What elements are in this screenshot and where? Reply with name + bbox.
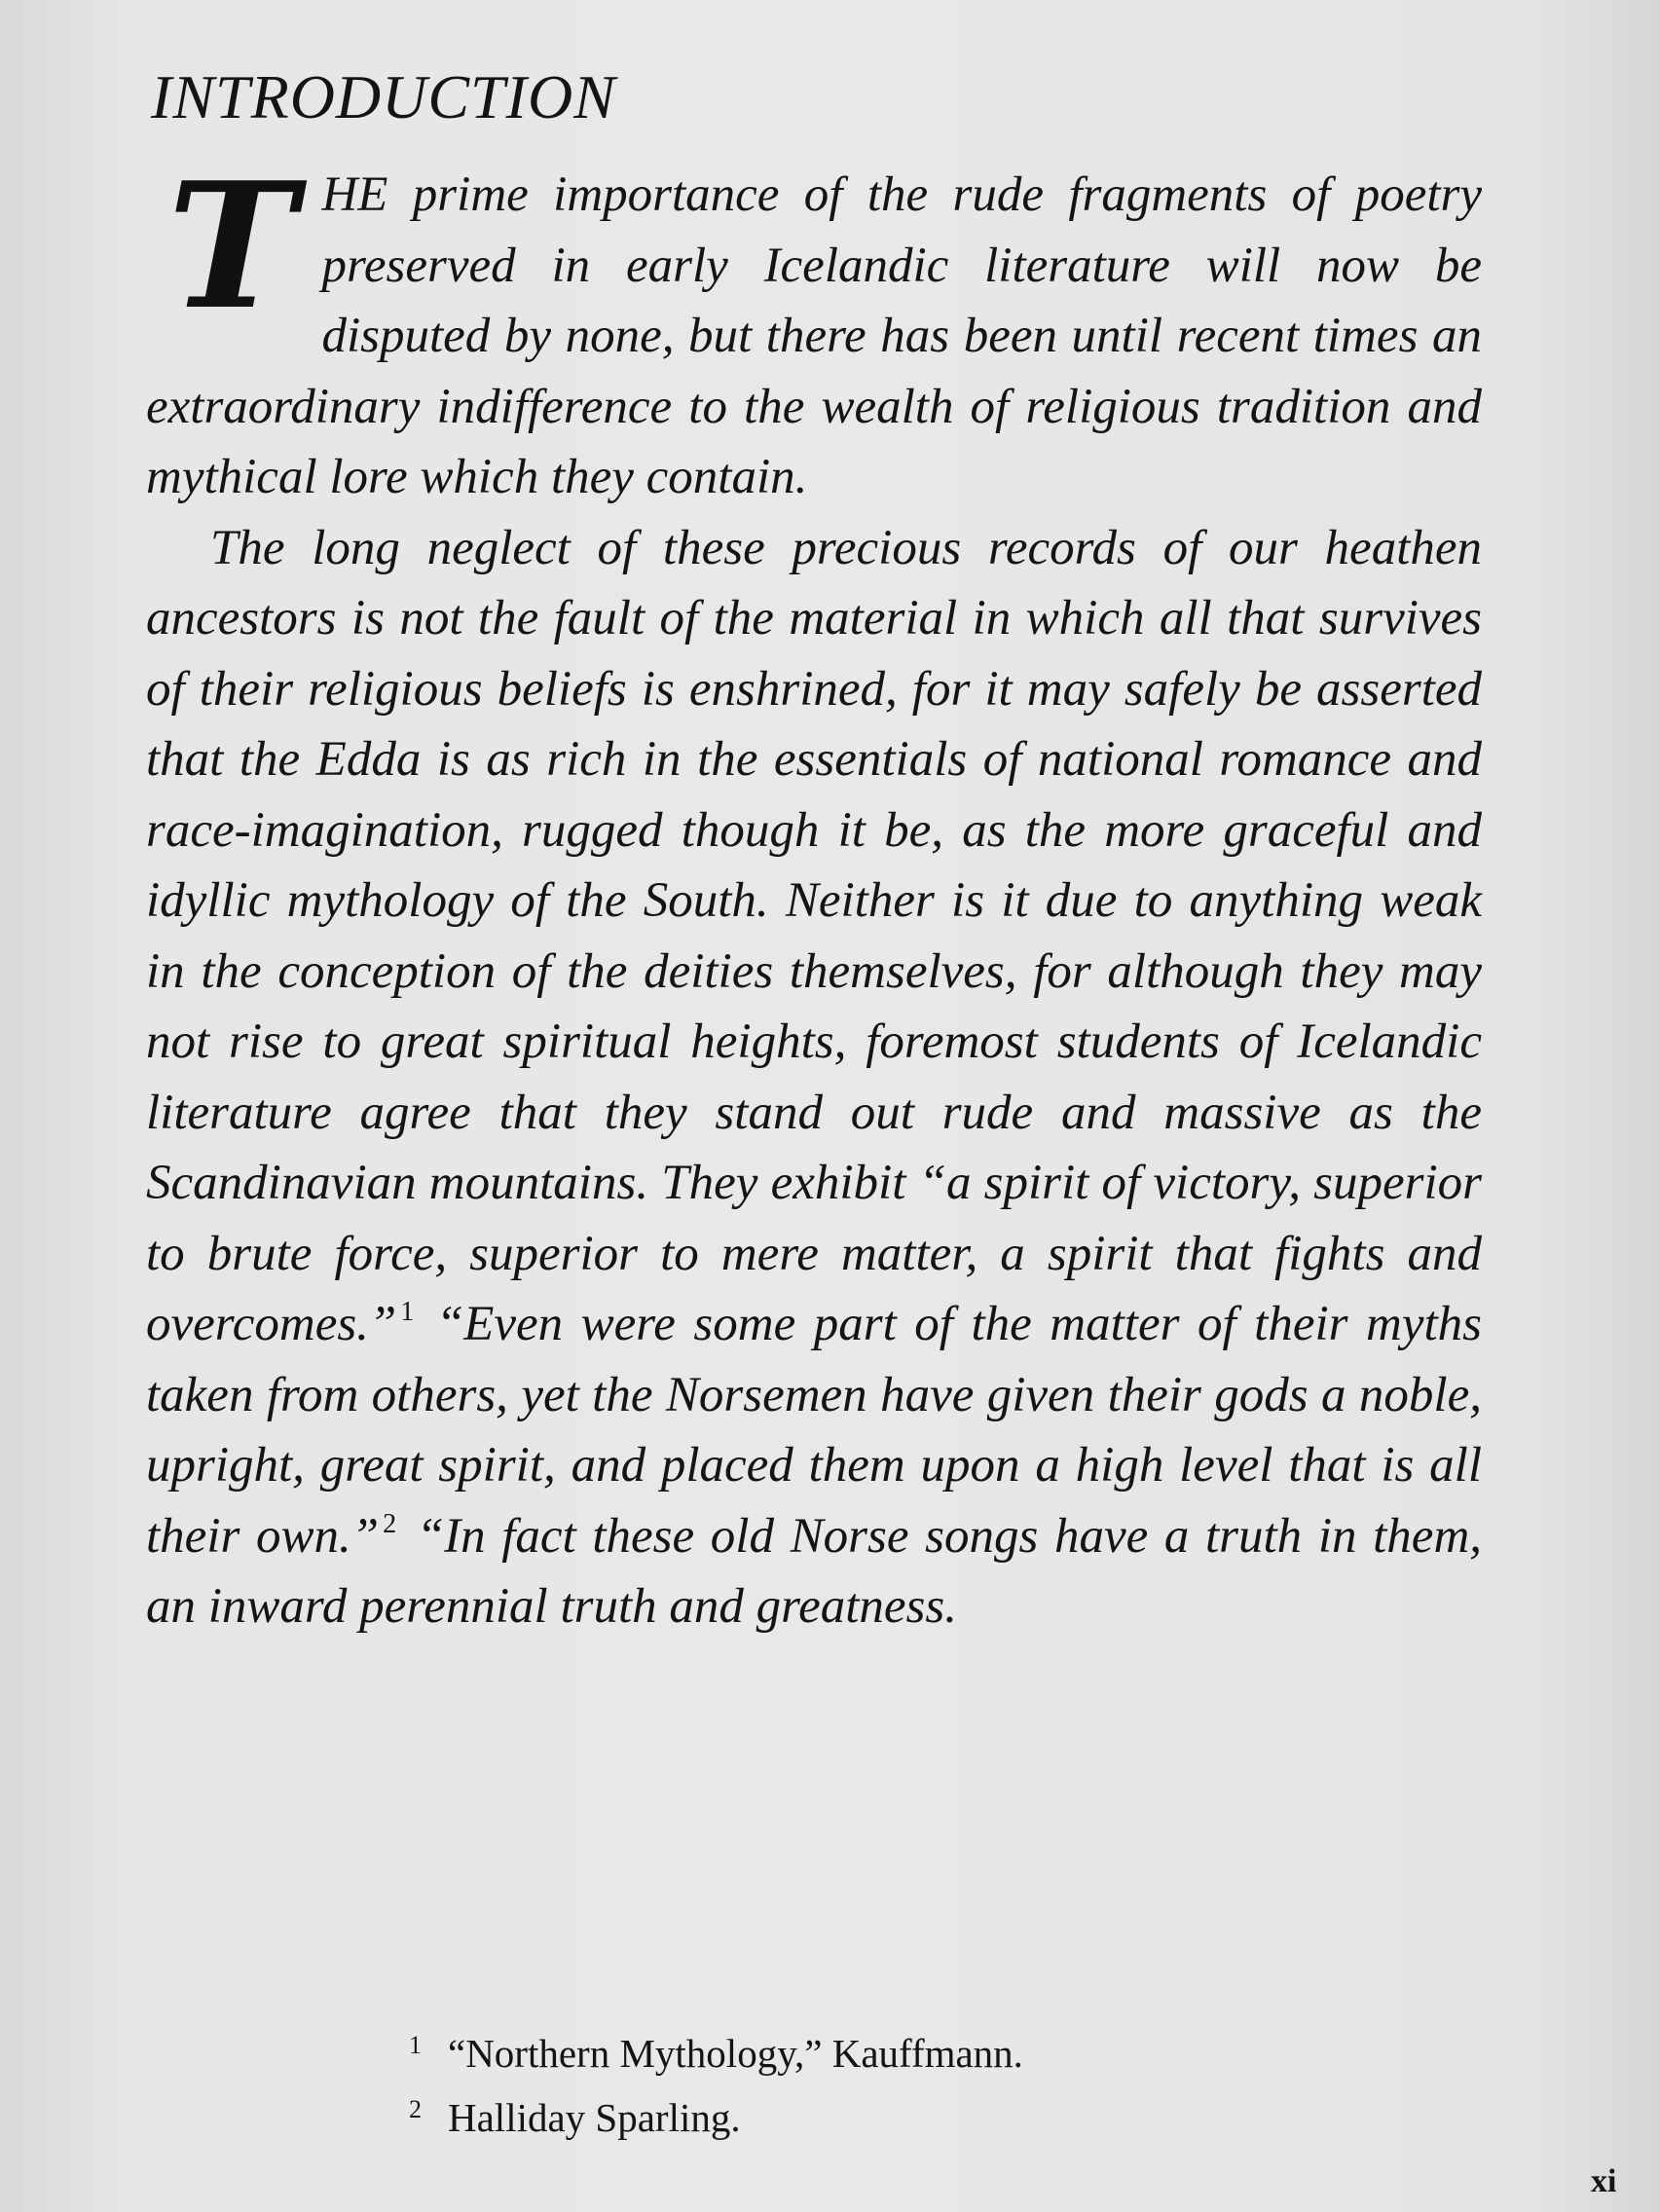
paragraph-2-text-3: “In fact these old Norse songs have a truth in them, an inward perennial truth and greatness.	[146, 1508, 1483, 1634]
paragraph-1	[146, 144, 1482, 513]
paragraph-2-text-2: “Even were some part of the matter of their myths taken from others, yet the Norsemen have given their gods a noble, upright, great spirit, and placed them upon a high level that is all their own.”	[146, 1297, 1483, 1564]
footnote-2-text: Halliday Sparling.	[448, 2095, 741, 2140]
book-page	[146, 51, 1617, 2199]
footnotes	[409, 2017, 1023, 2146]
footnote-ref-2: 2	[383, 1508, 397, 1539]
body-text	[146, 144, 1483, 1642]
paragraph-2	[146, 513, 1482, 1642]
paragraph-2-text-1: The long neglect of these precious records of our heathen ancestors is not the fault of the material in which all that survives of their religious beliefs is enshrined, for it may safely be asserted that the Edda is as rich in the essentials of national romance and race-imagination, rugged though it be, as the more graceful and idyllic mythology of the South. Neither is it due to anything weak in the conception of the deities themselves, for although they may not rise to great spiritual heights, foremost students of Icelandic literature agree that they stand out rude and massive as the Scandinavian mountains. They exhibit “a spirit of victory, superior to brute force, superior to mere matter, a spirit that fights and overcomes.”	[146, 520, 1482, 1351]
footnote-2	[409, 2082, 1023, 2146]
footnote-1-text: “Northern Mythology,” Kauffmann.	[448, 2031, 1023, 2076]
footnote-1-number: 1	[409, 2031, 422, 2059]
paragraph-1-text: HE prime importance of the rude fragments of poetry preserved in early Icelandic literature will now be disputed by none, but there has been until recent times an extraordinary indifference to the wealth of religious tradition and mythical lore which they contain.	[146, 167, 1482, 504]
drop-cap: T	[167, 144, 297, 348]
footnote-2-number: 2	[409, 2095, 422, 2123]
footnote-1	[409, 2017, 1023, 2082]
footnote-ref-1: 1	[400, 1297, 415, 1327]
page-number: xi	[1591, 2163, 1617, 2199]
chapter-heading: INTRODUCTION	[151, 62, 616, 131]
